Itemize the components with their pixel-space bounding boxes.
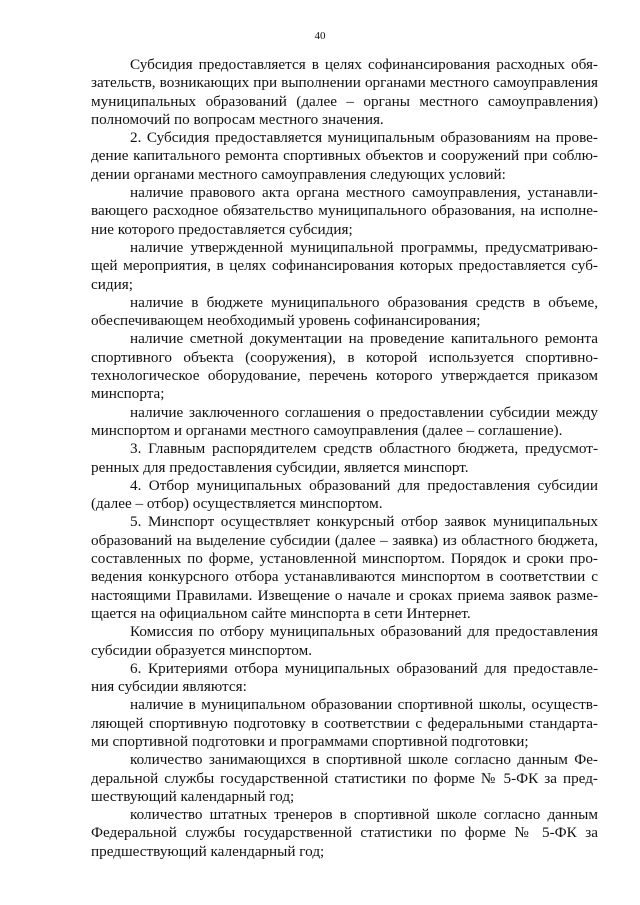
paragraph [91,294,598,331]
document-body [91,56,598,861]
text-line: субсидии образуется минспортом. [91,641,312,659]
text-line: 2. Субсидия предоставляется муниципальным образованиям на прове- [130,129,598,147]
text-line: предшествующий календарный год; [91,842,325,860]
text-line: обеспечивающем необходимый уровень софинансирования; [91,312,481,330]
text-line: технологическое оборудование, перечень которого утверждается приказом [91,367,598,385]
paragraph [91,751,598,806]
paragraph [91,404,598,441]
text-line: Субсидия предоставляется в целях софинансирования расходных обя- [130,56,598,73]
text-line: ми спортивной подготовки и программами спортивной подготовки; [91,732,529,750]
text-line: 4. Отбор муниципальных образований для предоставления субсидии [130,476,598,494]
text-line: сидия; [91,275,133,293]
text-line: образований на выделение субсидии (далее – заявка) из областного бюджета, [91,531,598,549]
paragraph [91,696,598,751]
paragraph [91,660,598,697]
text-line: количество штатных тренеров в спортивной школе согласно данным [130,806,598,824]
paragraph [91,239,598,294]
text-line: ния субсидии являются: [91,678,247,696]
text-line: щается на официальном сайте минспорта в сети Интернет. [91,604,471,622]
text-line: наличие в муниципальном образовании спортивной школы, осуществ- [130,696,598,714]
text-line: 5. Минспорт осуществляет конкурсный отбор заявок муниципальных [130,513,598,531]
text-line: (далее – отбор) осуществляется минспортом. [91,495,383,513]
text-line: наличие заключенного соглашения о предоставлении субсидии между [130,403,598,421]
text-line: муниципальных образований (далее – органы местного самоуправления) [91,92,598,110]
text-line: настоящими Правилами. Извещение о начале и сроках приема заявок разме- [91,586,598,604]
text-line: деральной службы государственной статистики по форме № 5-ФК за пред- [91,769,598,787]
text-line: наличие в бюджете муниципального образования средств в объеме, [130,293,598,311]
text-line: шествующий календарный год; [91,787,295,805]
text-line: ние которого предоставляется субсидия; [91,220,353,238]
text-line: ведения конкурсного отбора устанавливаются минспортом в соответствии с [91,568,598,586]
text-line: полномочий по вопросам местного значения. [91,110,384,128]
text-line: щей мероприятия, в целях софинансирования которых предоставляется суб- [91,257,598,275]
text-line: дении органами местного самоуправления следующих условий: [91,165,506,183]
text-line: наличие утвержденной муниципальной программы, предусматриваю- [130,238,598,256]
text-line: Федеральной службы государственной статистики по форме № 5-ФК за [91,824,598,842]
paragraph [91,129,598,184]
paragraph [91,513,598,623]
text-line: дение капитального ремонта спортивных объектов и сооружений при соблю- [91,147,598,165]
paragraph [91,330,598,403]
text-line: зательств, возникающих при выполнении органами местного самоуправления [91,74,598,92]
text-line: минспорта; [91,385,165,403]
text-line: 3. Главным распорядителем средств областного бюджета, предусмот- [130,440,598,458]
paragraph [91,56,598,129]
text-line: 6. Критериями отбора муниципальных образований для предоставле- [130,659,598,677]
text-line: Комиссия по отбору муниципальных образований для предоставления [130,623,598,641]
text-line: минспортом и органами местного самоуправления (далее – соглашение). [91,421,563,439]
paragraph [91,623,598,660]
text-line: ляющей спортивную подготовку в соответствии с федеральными стандарта- [91,714,598,732]
text-line: количество занимающихся в спортивной школе согласно данным Фе- [130,751,598,769]
text-line: спортивного объекта (сооружения), в которой используется спортивно- [91,348,598,366]
text-line: наличие сметной документации на проведение капитального ремонта [130,330,598,348]
text-line: ренных для предоставления субсидии, является минспорт. [91,458,469,476]
page-number: 40 [314,30,326,42]
paragraph [91,806,598,861]
text-line: наличие правового акта органа местного самоуправления, устанавли- [130,184,598,202]
paragraph [91,440,598,477]
text-line: вающего расходное обязательство муниципального образования, на исполне- [91,202,598,220]
text-line: составленных по форме, установленной минспортом. Порядок и сроки про- [91,550,598,568]
paragraph [91,184,598,239]
paragraph [91,477,598,514]
